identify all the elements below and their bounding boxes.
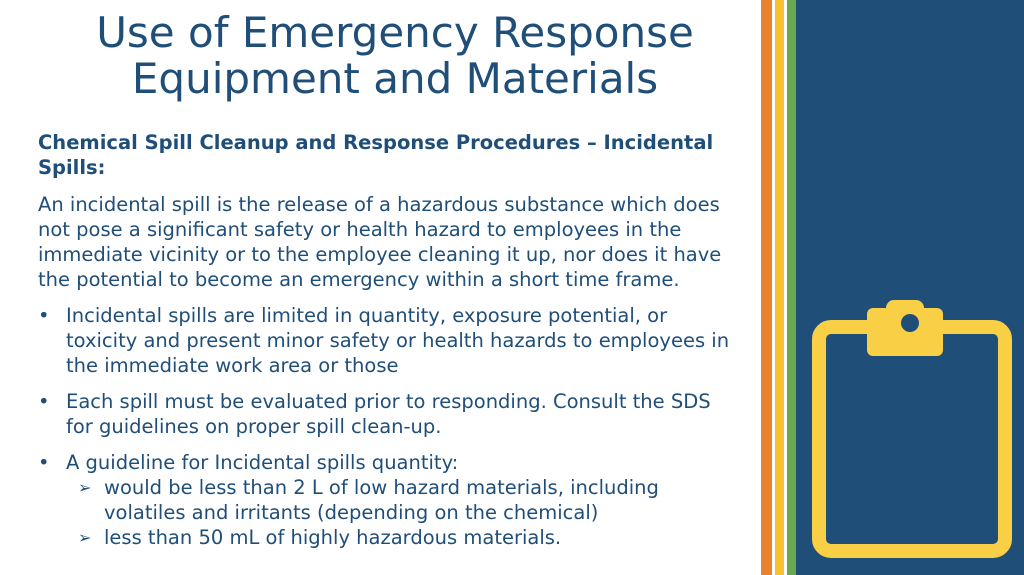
sub-bullet-text: would be less than 2 L of low hazard materials, including volatiles and irritants (depending on the chemical) [104,476,659,524]
intro-paragraph: An incidental spill is the release of a hazardous substance which does not pose a significant safety or health hazard to employees in the immediate vicinity or to the employee cleaning it up, nor does it have the potential to become an emergency within a short time frame. [38,193,722,291]
orange-stripe [761,0,772,575]
slide-title: Use of Emergency Response Equipment and Materials [96,8,694,103]
bullet-text: A guideline for Incidental spills quantity: [66,451,459,474]
bullet-item [38,303,738,378]
bullet-text: Incidental spills are limited in quantity, exposure potential, or toxicity and present minor safety or health hazards to employees in the immediate work area or those [66,304,730,377]
arrow-bullet-icon: ➢ [78,478,92,497]
sub-bullet-text: less than 50 mL of highly hazardous materials. [104,526,562,549]
slide-body [38,130,738,550]
clipboard-icon [812,300,1012,564]
section-heading: Chemical Spill Cleanup and Response Procedures – Incidental Spills: [38,131,714,179]
bullet-marker: • [38,390,50,413]
bullet-marker: • [38,451,50,474]
sub-bullet-item [38,475,738,525]
sub-bullet-item [38,525,738,550]
bullet-item [38,389,738,439]
bullet-item [38,450,738,475]
yellow-stripe [775,0,784,575]
green-stripe [787,0,796,575]
bullet-marker: • [38,304,50,327]
bullet-text: Each spill must be evaluated prior to responding. Consult the SDS for guidelines on proper spill clean-up. [66,390,711,438]
arrow-bullet-icon: ➢ [78,528,92,547]
